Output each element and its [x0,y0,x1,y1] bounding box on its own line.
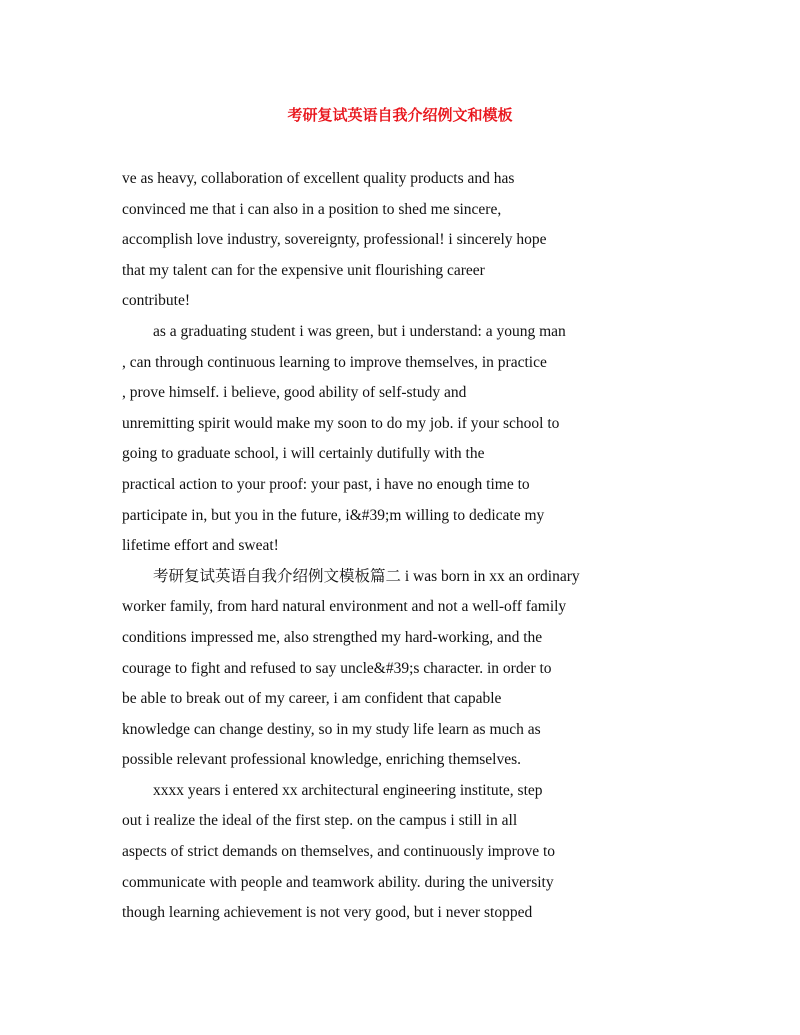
paragraph-start-line: xxxx years i entered xx architectural engineering institute, step [153,781,543,799]
document-body [122,164,682,929]
text-line: knowledge can change destiny, so in my study life learn as much as [122,720,541,738]
text-line: , can through continuous learning to improve themselves, in practice [122,353,547,371]
text-line: , prove himself. i believe, good ability of self-study and [122,384,467,402]
text-line: courage to fight and refused to say uncle&#39;s character. in order to [122,659,552,677]
text-line: contribute! [122,292,191,310]
text-line: convinced me that i can also in a position to shed me sincere, [122,200,502,218]
text-line: accomplish love industry, sovereignty, professional! i sincerely hope [122,231,547,249]
text-line: going to graduate school, i will certainly dutifully with the [122,445,485,463]
text-line: though learning achievement is not very good, but i never stopped [122,904,533,922]
text-line: be able to break out of my career, i am confident that capable [122,690,502,708]
text-line: out i realize the ideal of the first step. on the campus i still in all [122,812,518,830]
paragraph-start-line: as a graduating student i was green, but i understand: a young man [153,322,566,340]
text-line: communicate with people and teamwork ability. during the university [122,873,554,891]
text-line: possible relevant professional knowledge, enriching themselves. [122,751,522,769]
text-line: aspects of strict demands on themselves, and continuously improve to [122,843,556,861]
text-line: worker family, from hard natural environment and not a well-off family [122,598,567,616]
text-line: unremitting spirit would make my soon to do my job. if your school to [122,414,560,432]
text-line: lifetime effort and sweat! [122,537,279,555]
document-title: 考研复试英语自我介绍例文和模板 [287,106,513,124]
text-line: participate in, but you in the future, i&#39;m willing to dedicate my [122,506,545,524]
text-line: that my talent can for the expensive unit flourishing career [122,261,485,279]
paragraph-start-line: 考研复试英语自我介绍例文模板篇二 i was born in xx an ordinary [153,567,580,585]
text-line: conditions impressed me, also strengthed my hard-working, and the [122,628,543,646]
text-line: ve as heavy, collaboration of excellent quality products and has [122,170,515,187]
text-line: practical action to your proof: your past, i have no enough time to [122,475,530,493]
